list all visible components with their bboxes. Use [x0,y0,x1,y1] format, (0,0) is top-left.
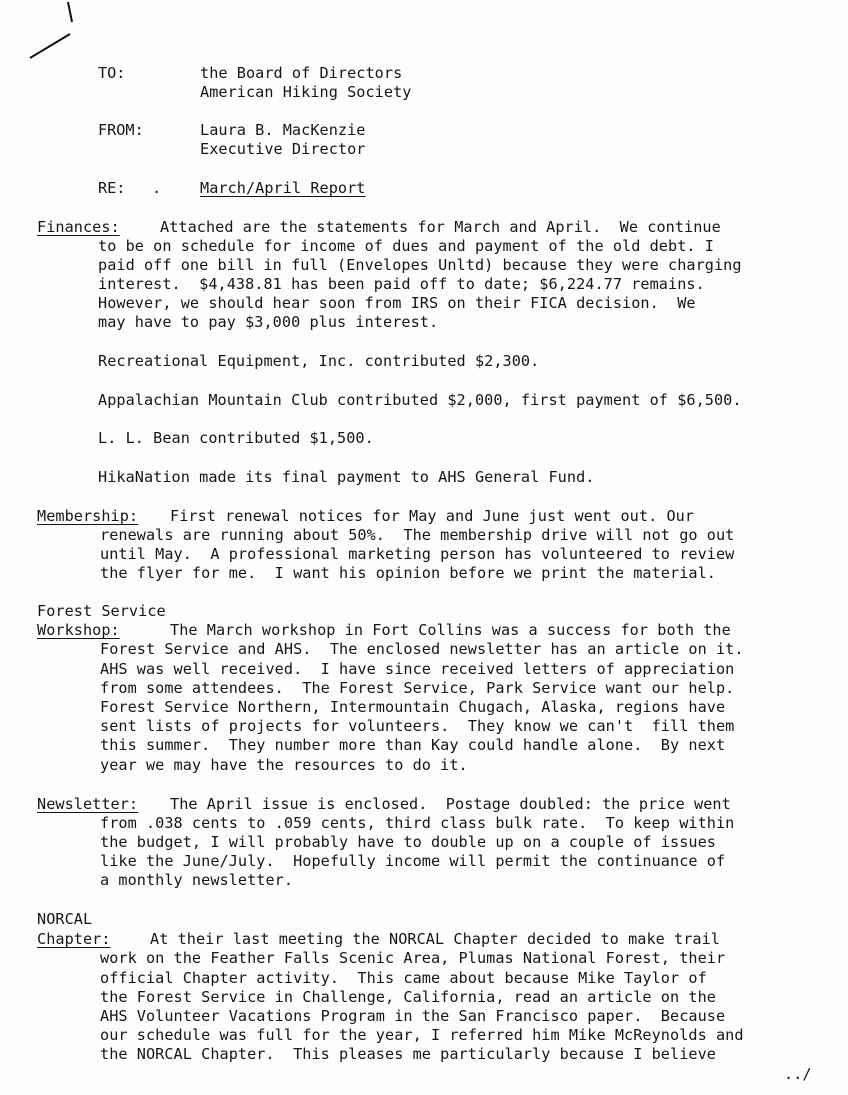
continued-mark: ../ [784,1065,812,1083]
hikanation-payment: HikaNation made its final payment to AHS General Fund. [98,468,595,486]
to-label: TO: [98,64,126,82]
norcal-line: official Chapter activity. This came about because Mike Taylor of [100,969,707,987]
to-line: American Hiking Society [200,83,412,101]
newsletter-line: the budget, I will probably have to double up on a couple of issues [100,833,716,851]
newsletter-line: from .038 cents to .059 cents, third class bulk rate. To keep within [100,814,735,832]
finances-heading: Finances: [37,218,120,236]
workshop-line: AHS was well received. I have since received letters of appreciation [100,660,735,678]
newsletter-line: a monthly newsletter. [100,871,294,889]
workshop-line: year we may have the resources to do it. [100,756,468,774]
re-value: March/April Report [200,179,366,197]
finances-line: to be on schedule for income of dues and payment of the old debt. I [98,237,714,255]
newsletter-line: like the June/July. Hopefully income will permit the continuance of [100,852,726,870]
workshop-line: this summer. They number more than Kay could handle alone. By next [100,736,726,754]
norcal-line: our schedule was full for the year, I referred him Mike McReynolds and [100,1026,744,1044]
re-dot: . [152,179,162,197]
from-line: Executive Director [200,140,366,158]
newsletter-heading: Newsletter: [37,795,139,813]
norcal-first-line: At their last meeting the NORCAL Chapter decided to make trail [150,930,721,948]
finances-first-line: Attached are the statements for March and April. We continue [160,218,721,236]
workshop-line: sent lists of projects for volunteers. They know we can't fill them [100,717,735,735]
workshop-line: Forest Service and AHS. The enclosed newsletter has an article on it. [100,640,744,658]
workshop-line: from some attendees. The Forest Service, Park Service want our help. [100,679,735,697]
contribution-rei: Recreational Equipment, Inc. contributed $2,300. [98,352,540,370]
norcal-line: the Forest Service in Challenge, California, read an article on the [100,988,716,1006]
re-label: RE: [98,179,126,197]
workshop-pre-heading: Forest Service [37,602,166,620]
finances-line: may have to pay $3,000 plus interest. [98,313,439,331]
contribution-amc: Appalachian Mountain Club contributed $2,000, first payment of $6,500. [98,391,742,409]
membership-line: until May. A professional marketing person has volunteered to review [100,545,735,563]
norcal-heading: Chapter: [37,930,111,948]
membership-first-line: First renewal notices for May and June just went out. Our [170,507,695,525]
workshop-line: Forest Service Northern, Intermountain Chugach, Alaska, regions have [100,698,726,716]
pen-mark [0,0,90,70]
from-line: Laura B. MacKenzie [200,121,366,139]
from-label: FROM: [98,121,144,139]
norcal-pre-heading: NORCAL [37,910,93,928]
finances-line: paid off one bill in full (Envelopes Unltd) because they were charging [98,256,742,274]
workshop-first-line: The March workshop in Fort Collins was a success for both the [170,621,731,639]
newsletter-first-line: The April issue is enclosed. Postage doubled: the price went [170,795,731,813]
norcal-line: AHS Volunteer Vacations Program in the San Francisco paper. Because [100,1007,726,1025]
workshop-heading: Workshop: [37,621,120,639]
finances-line: However, we should hear soon from IRS on their FICA decision. We [98,294,696,312]
norcal-line: work on the Feather Falls Scenic Area, Plumas National Forest, their [100,949,726,967]
membership-line: renewals are running about 50%. The membership drive will not go out [100,526,735,544]
to-line: the Board of Directors [200,64,403,82]
contribution-bean: L. L. Bean contributed $1,500. [98,429,374,447]
norcal-line: the NORCAL Chapter. This pleases me particularly because I believe [100,1045,716,1063]
membership-heading: Membership: [37,507,139,525]
finances-line: interest. $4,438.81 has been paid off to date; $6,224.77 remains. [98,275,705,293]
membership-line: the flyer for me. I want his opinion before we print the material. [100,564,716,582]
